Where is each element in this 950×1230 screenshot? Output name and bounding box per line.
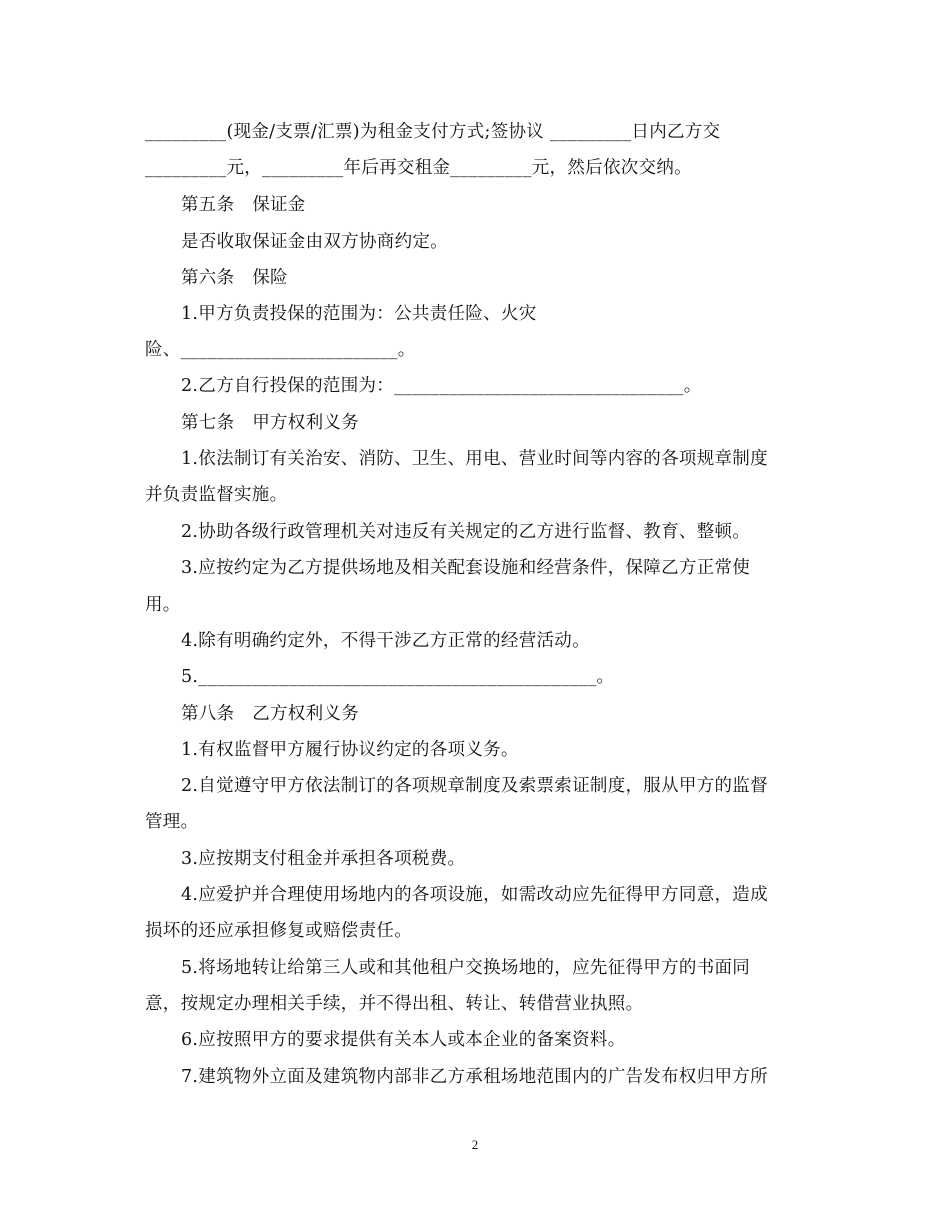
text-line: 2.协助各级行政管理机关对违反有关规定的乙方进行监督、教育、整顿。: [181, 522, 751, 542]
text-line: 5.将场地转让给第三人或和其他租户交换场地的，应先征得甲方的书面同: [181, 958, 751, 978]
text-line: 1.有权监督甲方履行协议约定的各项义务。: [181, 740, 519, 760]
text-line: 5.____________________________________________。: [181, 667, 615, 687]
text-line: _________元，_________年后再交租金_________元，然后依次交纳。: [145, 158, 692, 178]
text-line: 管理。: [145, 812, 199, 832]
text-line: 2.乙方自行投保的范围为：________________________________。: [181, 376, 702, 396]
text-line: 4.应爱护并合理使用场地内的各项设施，如需改动应先征得甲方同意，造成: [181, 885, 768, 905]
text-line: 3.应按期支付租金并承担各项税费。: [181, 849, 466, 869]
text-line: 4.除有明确约定外，不得干涉乙方正常的经营活动。: [181, 631, 590, 651]
text-line: 意，按规定办理相关手续，并不得出租、转让、转借营业执照。: [145, 994, 644, 1014]
text-line: 并负责监督实施。: [145, 485, 288, 505]
text-line: 3.应按约定为乙方提供场地及相关配套设施和经营条件，保障乙方正常使: [181, 558, 751, 578]
text-line: 1.依法制订有关治安、消防、卫生、用电、营业时间等内容的各项规章制度: [181, 449, 768, 469]
text-line: 损坏的还应承担修复或赔偿责任。: [145, 921, 412, 941]
text-line: 险、________________________。: [145, 340, 416, 360]
text-line: 1.甲方负责投保的范围为：公共责任险、火灾: [181, 304, 537, 324]
text-line: 用。: [145, 595, 181, 615]
text-line: 是否收取保证金由双方协商约定。: [181, 232, 448, 252]
text-line: _________(现金/支票/汇票)为租金支付方式;签协议 _________日内乙方交: [145, 122, 721, 142]
page-number: 2: [471, 1137, 479, 1152]
text-line: 7.建筑物外立面及建筑物内部非乙方承租场地范围内的广告发布权归甲方所: [181, 1067, 768, 1087]
text-line: 2.自觉遵守甲方依法制订的各项规章制度及索票索证制度，服从甲方的监督: [181, 776, 768, 796]
text-line: 6.应按照甲方的要求提供有关本人或本企业的备案资料。: [181, 1030, 626, 1050]
section-heading: 第七条 甲方权利义务: [181, 413, 359, 433]
section-heading: 第六条 保险: [181, 268, 288, 288]
section-heading: 第八条 乙方权利义务: [181, 704, 359, 724]
section-heading: 第五条 保证金: [181, 195, 306, 215]
